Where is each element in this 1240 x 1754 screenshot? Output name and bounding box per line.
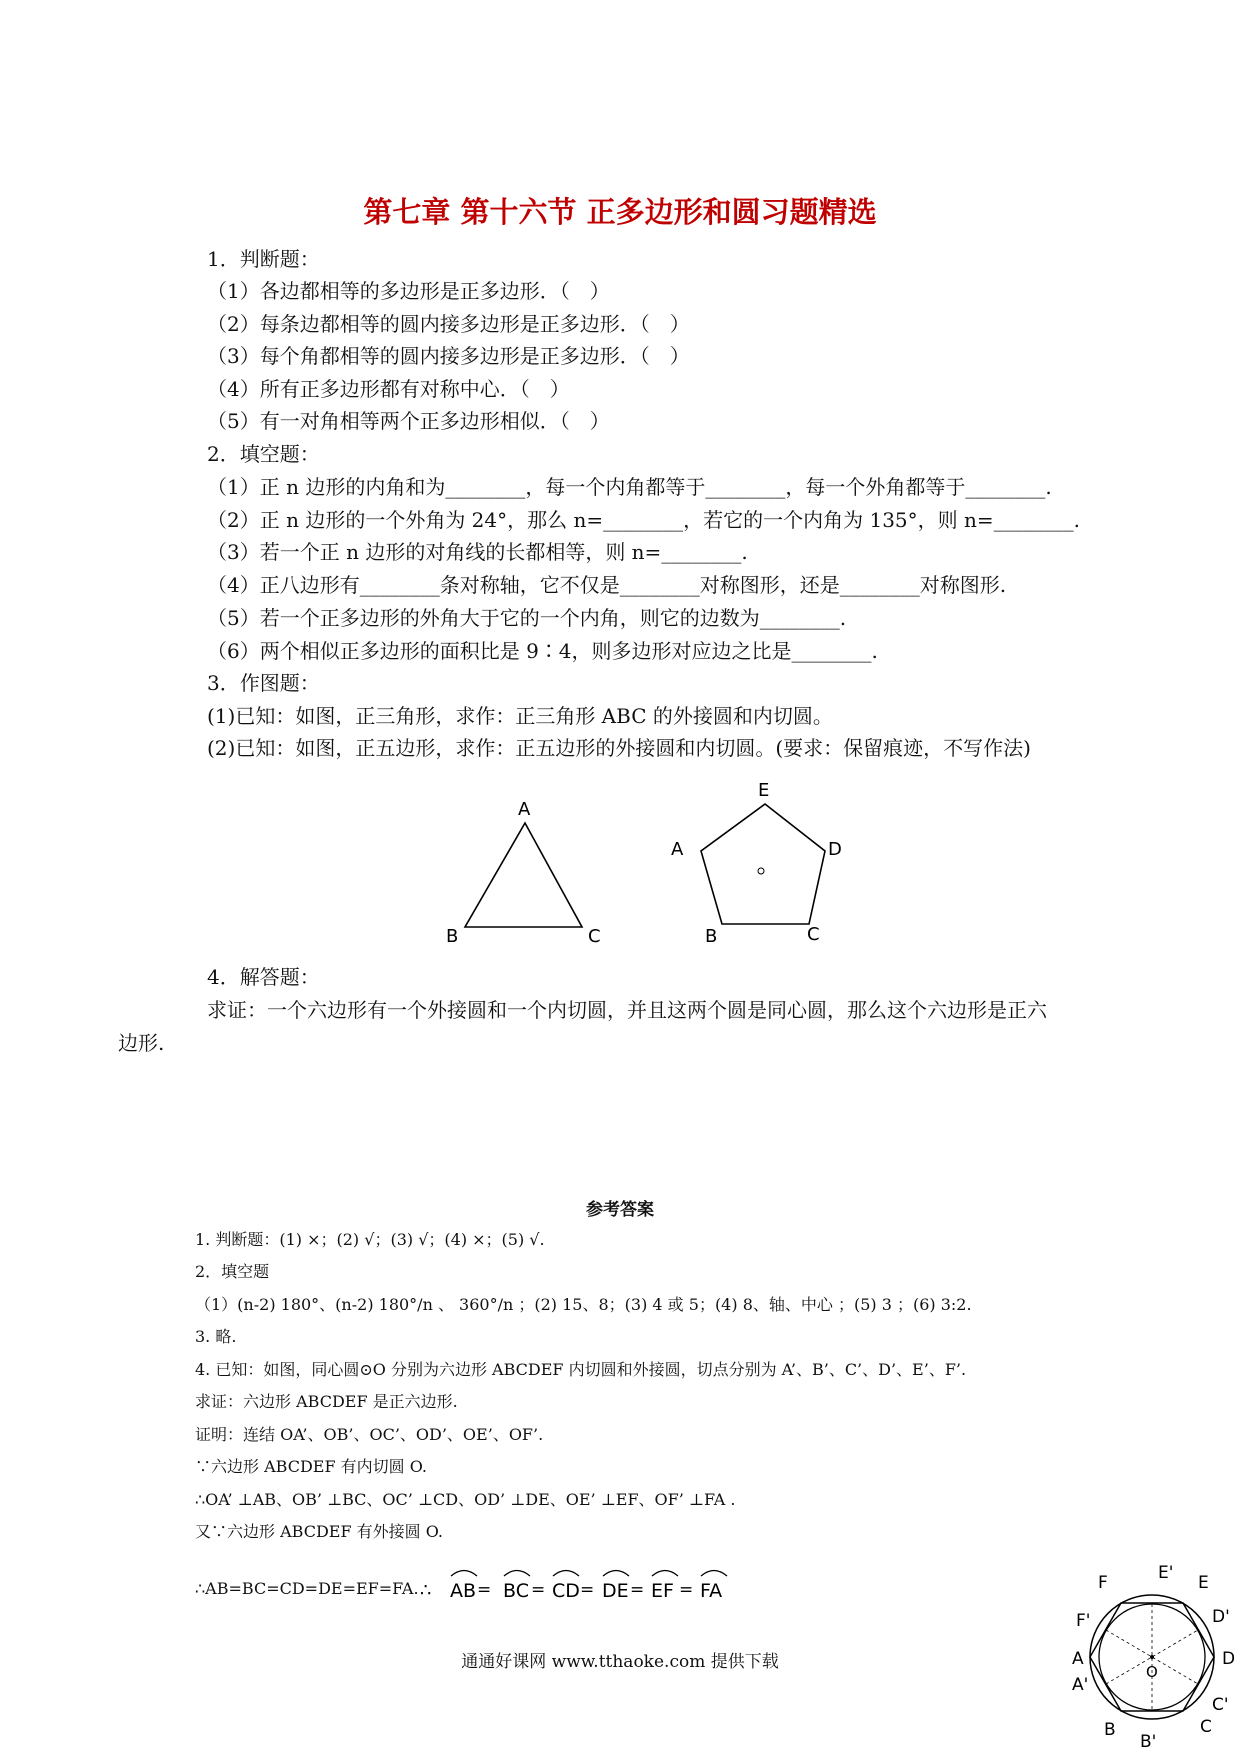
q1-item: （2）每条边都相等的圆内接多边形是正多边形．（ ） <box>207 312 690 336</box>
equals-sign: = <box>679 1580 694 1600</box>
arc-label: DE <box>602 1580 629 1602</box>
triangle-label-a: A <box>518 799 531 820</box>
hexagon-label: O <box>1146 1663 1158 1681</box>
q2-heading: 2．填空题： <box>207 442 320 466</box>
answer-line: 2．填空题 <box>195 1262 270 1281</box>
equals-sign: = <box>477 1580 492 1600</box>
arc-label: BC <box>503 1580 529 1602</box>
footer: 通通好课网 www.tthaoke.com 提供下载 <box>461 1652 779 1672</box>
equals-sign: = <box>580 1580 595 1600</box>
page-title: 第七章 第十六节 正多边形和圆习题精选 <box>363 195 877 229</box>
arc-label: FA <box>700 1580 723 1602</box>
answer-line: 1. 判断题：(1) ×；(2) √；(3) √；(4) ×；(5) √. <box>195 1230 545 1249</box>
hexagon-label: D <box>1222 1649 1236 1669</box>
q2-item: （6）两个相似正多边形的面积比是 9∶4，则多边形对应边之比是________. <box>207 639 878 663</box>
hexagon-label: E' <box>1158 1563 1174 1583</box>
hexagon-label: C' <box>1212 1695 1229 1715</box>
hexagon-label: B' <box>1140 1732 1157 1750</box>
arc-equality <box>418 1560 738 1602</box>
equals-sign: = <box>630 1580 645 1600</box>
q1-item: （4）所有正多边形都有对称中心．（ ） <box>207 377 570 401</box>
hexagon-label: F' <box>1076 1611 1091 1631</box>
triangle-label-c: C <box>588 926 601 945</box>
q4-heading: 4．解答题： <box>207 965 320 989</box>
q2-item: （3）若一个正 n 边形的对角线的长都相等，则 n=________. <box>207 540 748 564</box>
hexagon-label: A <box>1072 1649 1084 1669</box>
answer-line: ∴OA’ ⊥AB、OB’ ⊥BC、OC’ ⊥CD、OD’ ⊥DE、OE’ ⊥EF、OF’ ⊥FA . <box>195 1490 736 1509</box>
hexagon-label: F <box>1098 1573 1108 1593</box>
q4-line: 边形. <box>118 1031 165 1055</box>
q3-item: (2)已知：如图，正五边形，求作：正五边形的外接圆和内切圆。(要求：保留痕迹，不写作法) <box>207 736 1031 760</box>
q2-item: （2）正 n 边形的一个外角为 24°，那么 n=________，若它的一个内角为 135°，则 n=________. <box>207 508 1081 532</box>
triangle-label-b: B <box>446 926 459 945</box>
answer-line: 又∵六边形 ABCDEF 有外接圆 O. <box>195 1522 443 1541</box>
answers-title: 参考答案 <box>586 1200 654 1220</box>
arc-label: EF <box>651 1580 674 1602</box>
pentagon-label-d: D <box>828 839 842 860</box>
q2-item: （4）正八边形有________条对称轴，它不仅是________对称图形，还是________对称图形. <box>207 573 1007 597</box>
answer-line: 4. 已知：如图，同心圆⊙O 分别为六边形 ABCDEF 内切圆和外接圆，切点分别为 A’、B’、C’、D’、E’、F’. <box>195 1360 967 1379</box>
answer-line: （1）(n-2) 180°、(n-2) 180°/n 、 360°/n ；(2) 15、8；(3) 4 或 5；(4) 8、轴、中心 ；(5) 3 ；(6) 3:2. <box>195 1295 972 1314</box>
pentagon-label-a: A <box>671 839 684 860</box>
hexagon-label: B <box>1104 1720 1116 1740</box>
arc-label: CD <box>552 1580 580 1602</box>
q2-item: （5）若一个正多边形的外角大于它的一个内角，则它的边数为________. <box>207 606 847 630</box>
pentagon-figure <box>665 775 855 945</box>
q1-heading: 1．判断题： <box>207 247 320 271</box>
hexagon-label: E <box>1198 1573 1209 1593</box>
answer-line: ∴AB=BC=CD=DE=EF=FA. <box>195 1579 419 1598</box>
hexagon-label: A' <box>1072 1675 1089 1695</box>
hexagon-label: D' <box>1212 1607 1230 1627</box>
answer-line: ∵六边形 ABCDEF 有内切圆 O. <box>195 1457 427 1476</box>
triangle-figure <box>440 795 620 945</box>
equals-sign: = <box>531 1580 546 1600</box>
q2-item: （1）正 n 边形的内角和为________，每一个内角都等于________，每一个外角都等于________. <box>207 475 1052 499</box>
q4-line: 求证：一个六边形有一个外接圆和一个内切圆，并且这两个圆是同心圆，那么这个六边形是正六 <box>207 998 1047 1022</box>
arc-label: AB <box>450 1580 477 1602</box>
hexagon-label: C <box>1200 1717 1212 1737</box>
pentagon-label-b: B <box>705 926 718 945</box>
answer-line: 证明：连结 OA’、OB’、OC’、OD’、OE’、OF’. <box>195 1425 544 1444</box>
q1-item: （3）每个角都相等的圆内接多边形是正多边形．（ ） <box>207 344 690 368</box>
q1-item: （5）有一对角相等两个正多边形相似．（ ） <box>207 409 610 433</box>
pentagon-label-e: E <box>758 780 770 801</box>
pentagon-label-c: C <box>807 924 820 945</box>
q3-item: (1)已知：如图，正三角形，求作：正三角形 ABC 的外接圆和内切圆。 <box>207 704 833 728</box>
answer-line: 求证：六边形 ABCDEF 是正六边形. <box>195 1392 458 1411</box>
q1-item: （1）各边都相等的多边形是正多边形．（ ） <box>207 279 610 303</box>
q3-heading: 3．作图题： <box>207 671 320 695</box>
answer-line: 3. 略. <box>195 1327 237 1346</box>
therefore-symbol: ∴ <box>420 1580 432 1601</box>
